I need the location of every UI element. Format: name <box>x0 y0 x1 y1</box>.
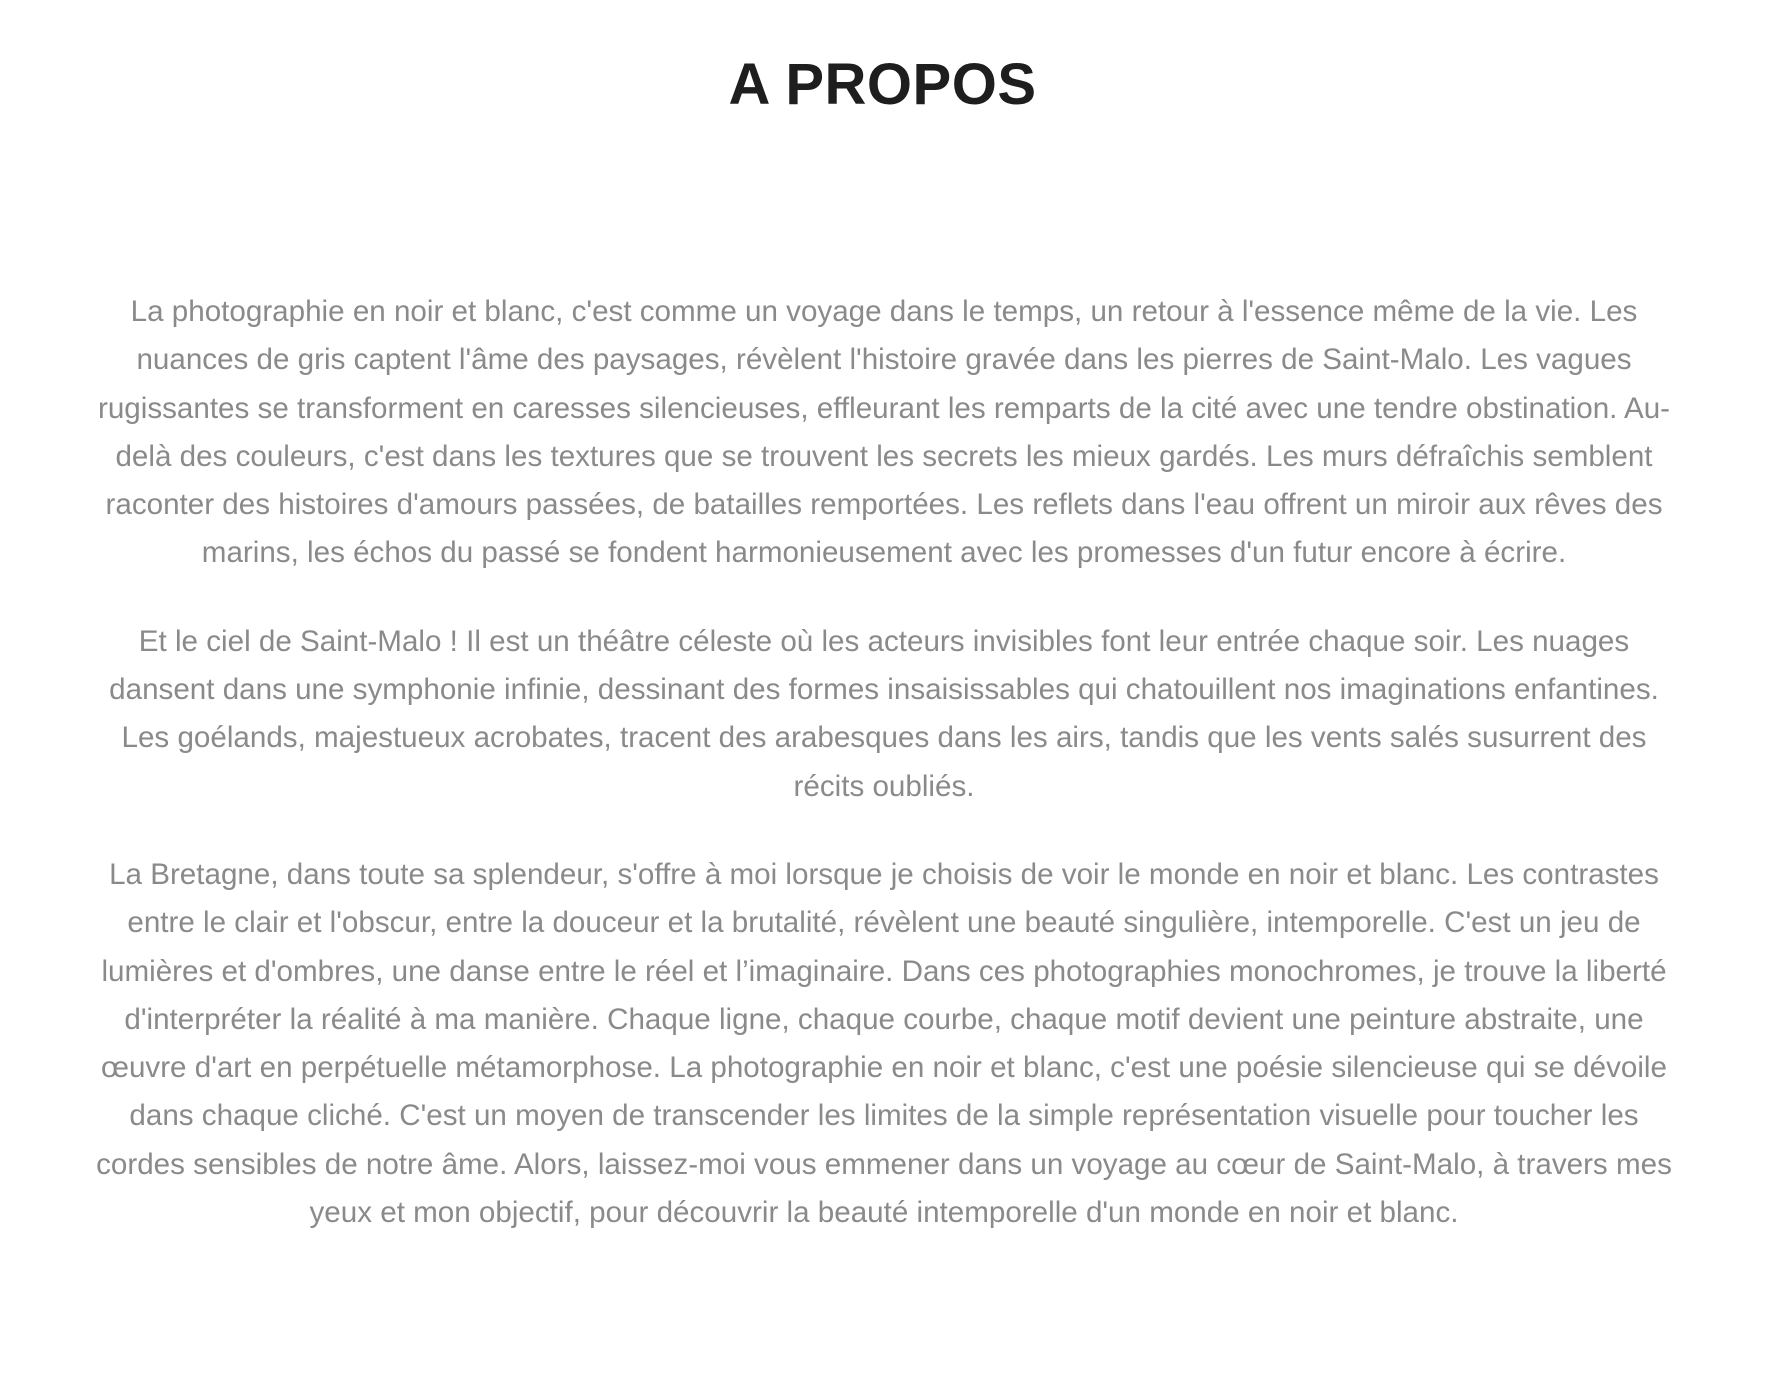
about-text <box>88 288 1680 1237</box>
page-title: A PROPOS <box>728 52 1037 117</box>
paragraph-sky: Et le ciel de Saint-Malo ! Il est un théâtre céleste où les acteurs invisibles font leur entrée chaque soir. Les nuages dansent dans une symphonie infinie, dessinant des formes insaisissables qui chatouillent nos imaginations enfantines. Les goélands, majestueux acrobates, tracent des arabesques dans les airs, tandis que les vents salés susurrent des récits oubliés. <box>109 624 1659 803</box>
paragraph-bretagne: La Bretagne, dans toute sa splendeur, s'offre à moi lorsque je choisis de voir le monde en noir et blanc. Les contrastes entre le clair et l'obscur, entre la douceur et la brutalité, révèlent une beauté singulière, intemporelle. C'est un jeu de lumières et d'ombres, une danse entre le réel et l’imaginaire. Dans ces photographies monochromes, je trouve la liberté d'interpréter la réalité à ma manière. Chaque ligne, chaque courbe, chaque motif devient une peinture abstraite, une œuvre d'art en perpétuelle métamorphose. La photographie en noir et blanc, c'est une poésie silencieuse qui se dévoile dans chaque cliché. C'est un moyen de transcender les limites de la simple représentation visuelle pour toucher les cordes sensibles de notre âme. Alors, laissez-moi vous emmener dans un voyage au cœur de Saint-Malo, à travers mes yeux et mon objectif, pour découvrir la beauté intemporelle d'un monde en noir et blanc. <box>96 857 1672 1230</box>
paragraph-intro: La photographie en noir et blanc, c'est comme un voyage dans le temps, un retour à l'essence même de la vie. Les nuances de gris captent l'âme des paysages, révèlent l'histoire gravée dans les pierres de Saint-Malo. Les vagues rugissantes se transforment en caresses silencieuses, effleurant les remparts de la cité avec une tendre obstination. Au-delà des couleurs, c'est dans les textures que se trouvent les secrets les mieux gardés. Les murs défraîchis semblent raconter des histoires d'amours passées, de batailles remportées. Les reflets dans l'eau offrent un miroir aux rêves des marins, les échos du passé se fondent harmonieusement avec les promesses d'un futur encore à écrire. <box>97 295 1671 570</box>
